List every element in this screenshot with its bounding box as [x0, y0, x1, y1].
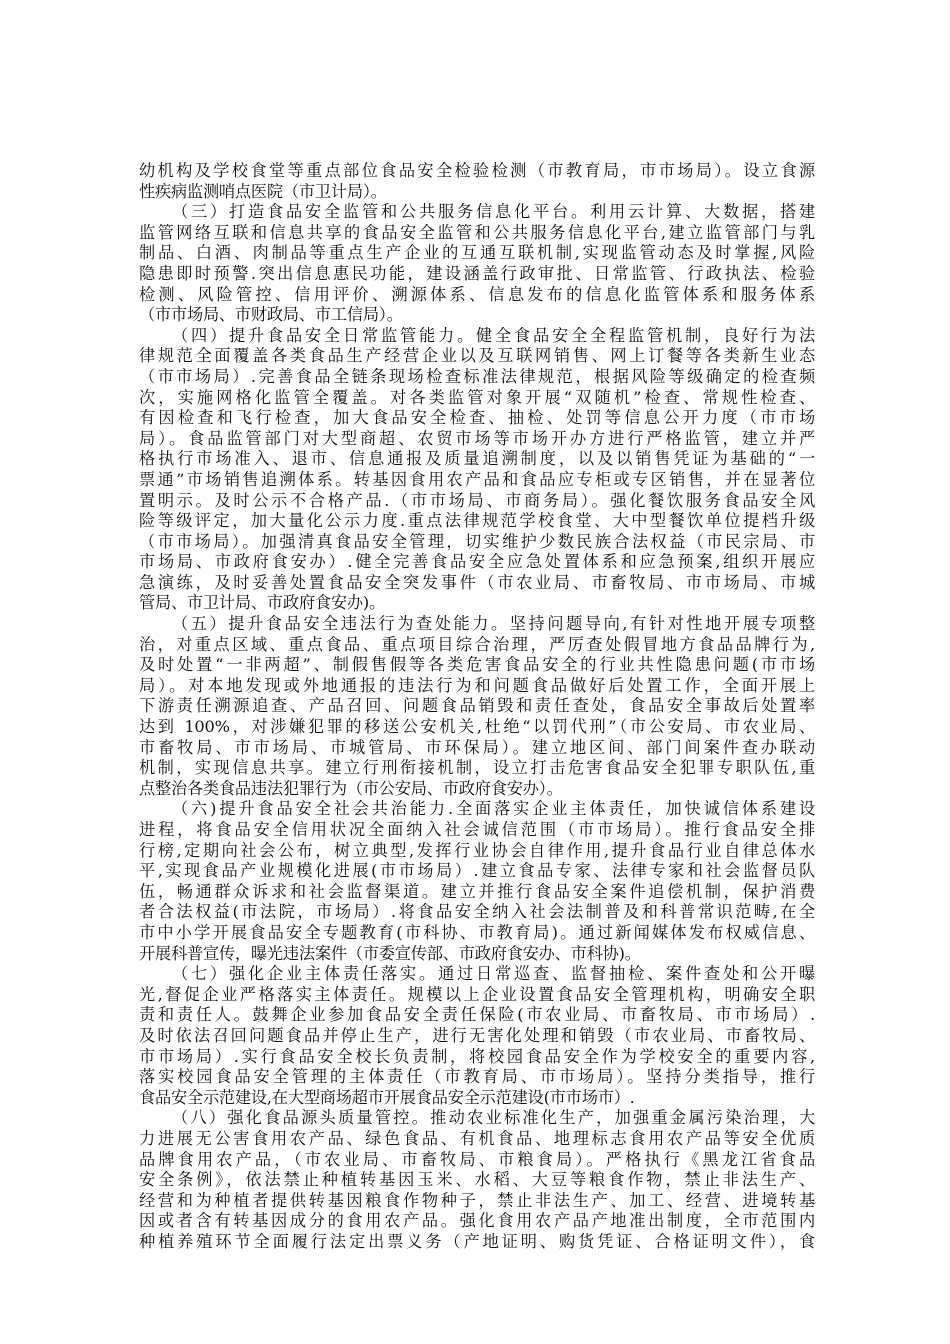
- text-line: 监管网络互联和信息共享的食品安全监管和公共服务信息化平台,建立监管部门与乳: [139, 222, 815, 242]
- paragraph-first-line: （五）提升食品安全违法行为查处能力。坚持问题导向,有针对性地开展专项整: [172, 614, 815, 634]
- text-line: 经营和为种植者提供转基因粮食作物种子，禁止非法生产、加工、经营、进境转基: [139, 1190, 815, 1210]
- text-line: 幼机构及学校食堂等重点部位食品安全检验检测（市教育局，市市场局）。设立食源: [139, 161, 815, 180]
- text-line: 力进展无公害食用农产品、绿色食品、有机食品、地理标志食用农产品等安全优质: [139, 1128, 815, 1148]
- text-line: 行榜,定期向社会公布，树立典型,发挥行业协会自律作用,提升食品行业自律总体水: [139, 840, 815, 860]
- text-line: 点整治各类食品违法犯罪行为（市公安局、市政府食安办）。: [139, 778, 563, 798]
- text-line: 平,实现食品产业规模化进展(市市场局）.建立食品专家、法律专家和社会监督员队: [139, 861, 815, 881]
- text-line: 险等级评定，加大量化公示力度.重点法律规范学校食堂、大中型餐饮单位提档升级: [139, 511, 815, 531]
- text-line: 及时依法召回问题食品并停止生产，进行无害化处理和销毁（市农业局、市畜牧局、: [139, 1025, 815, 1045]
- text-line: 落实校园食品安全管理的主体责任（市教育局、市市场局）。坚持分类指导，推行: [139, 1067, 815, 1087]
- text-line: 制品、白酒、肉制品等重点生产企业的互通互联机制,实现监管动态及时掌握,风险: [139, 243, 815, 263]
- text-line: 下游责任溯源追查、产品召回、问题食品销毁和责任查处，食品安全事故后处置率: [139, 696, 815, 716]
- paragraph-first-line: （八）强化食品源头质量管控。推动农业标准化生产，加强重金属污染治理，大: [172, 1108, 815, 1128]
- text-line: 市畜牧局、市市场局、市城管局、市环保局）。建立地区间、部门间案件查办联动: [139, 737, 815, 757]
- text-line: 律规范全面覆盖各类食品生产经营企业以及互联网销售、网上订餐等各类新生业态: [139, 346, 815, 366]
- text-line: 票通”市场销售追溯体系。转基因食用农产品和食品应专柜或专区销售，并在显著位: [139, 469, 815, 489]
- text-line: 格执行市场准入、退市、信息通报及质量追溯制度，以及以销售凭证为基础的“一: [139, 449, 815, 469]
- text-line: 市中小学开展食品安全专题教育(市科协、市教育局)。通过新闻媒体发布权威信息、: [139, 922, 815, 942]
- document-body: [139, 161, 815, 1252]
- text-line: 及时处置“一非两超”、制假售假等各类危害食品安全的行业共性隐患问题(市市场: [139, 655, 815, 675]
- text-line: 伍，畅通群众诉求和社会监督渠道。建立并推行食品安全案件追偿机制，保护消费: [139, 881, 815, 901]
- text-line: 有因检查和飞行检查，加大食品安全检查、抽检、处罚等信息公开力度（市市场: [139, 408, 815, 428]
- text-line: （市市场局）。加强清真食品安全管理，切实维护少数民族合法权益（市民宗局、市: [139, 531, 815, 551]
- text-line: 治，对重点区域、重点食品、重点项目综合治理，严厉查处假冒地方食品品牌行为,: [139, 634, 815, 654]
- text-line: 市场局、市政府食安办）.健全完善食品安全应急处置体系和应急预案,组织开展应: [139, 552, 815, 572]
- paragraph-first-line: （七）强化企业主体责任落实。通过日常巡查、监督抽检、案件查处和公开曝: [172, 964, 815, 984]
- text-line: 次，实施网格化监管全覆盖。对各类监管对象开展“双随机”检查、常规性检查、: [139, 387, 815, 407]
- text-line: 种植养殖环节全面履行法定出票义务（产地证明、购货凭证、合格证明文件），食: [139, 1231, 815, 1251]
- text-line: 隐患即时预警.突出信息惠民功能，建设涵盖行政审批、日常监管、行政执法、检验: [139, 263, 815, 283]
- text-line: 安全条例》，依法禁止种植转基因玉米、水稻、大豆等粮食作物，禁止非法生产、: [139, 1170, 815, 1190]
- text-line: 置明示。及时公示不合格产品.（市市场局、市商务局）。强化餐饮服务食品安全风: [139, 490, 815, 510]
- text-line: 达到 100%，对涉嫌犯罪的移送公安机关,杜绝“以罚代刑”（市公安局、市农业局、: [139, 717, 815, 737]
- paragraph-first-line: （六)提升食品安全社会共治能力.全面落实企业主体责任，加快诚信体系建设: [172, 799, 815, 819]
- text-line: 管局、市卫计局、市政府食安办)。: [139, 593, 385, 613]
- text-line: 光,督促企业严格落实主体责任。规模以上企业设置食品安全管理机构，明确安全职: [139, 984, 815, 1004]
- text-line: 检测、风险管控、信用评价、溯源体系、信息发布的信息化监管体系和服务体系: [139, 284, 815, 304]
- text-line: 因或者含有转基因成分的食用农产品。强化食用农产品产地准出制度，全市范围内: [139, 1211, 815, 1231]
- text-line: 市市场局）.实行食品安全校长负责制，将校园食品安全作为学校安全的重要内容,: [139, 1046, 815, 1066]
- text-line: 食品安全示范建设,在大型商场超市开展食品安全示范建设(市市场市）.: [139, 1087, 635, 1107]
- text-line: 进程，将食品安全信用状况全面纳入社会诚信范围（市市场局）。推行食品安全排: [139, 820, 815, 839]
- text-line: 局）。对本地发现或外地通报的违法行为和问题食品做好后处置工作，全面开展上: [139, 675, 815, 695]
- text-line: 责和责任人。鼓舞企业参加食品安全责任保险(市农业局、市畜牧局、市市场局）.: [139, 1005, 815, 1025]
- text-line: 者合法权益(市法院，市场局）.将食品安全纳入社会法制普及和科普常识范畴,在全: [139, 902, 815, 922]
- text-line: 开展科普宣传，曝光违法案件（市委宣传部、市政府食安办、市科协)。: [139, 943, 641, 963]
- text-line: 机制，实现信息共享。建立行刑衔接机制，设立打击危害食品安全犯罪专职队伍,重: [139, 758, 815, 778]
- text-line: 品牌食用农产品，（市农业局、市畜牧局、市粮食局）。严格执行《黑龙江省食品: [139, 1149, 815, 1169]
- paragraph-first-line: （三）打造食品安全监管和公共服务信息化平台。利用云计算、大数据，搭建: [172, 202, 815, 222]
- paragraph-first-line: （四）提升食品安全日常监管能力。健全食品安全全程监管机制，良好行为法: [172, 325, 815, 345]
- text-line: 急演练，及时妥善处置食品安全突发事件（市农业局、市畜牧局、市市场局、市城: [139, 572, 815, 592]
- text-line: （市市场局、市财政局、市工信局）。: [139, 305, 403, 325]
- text-line: 局）。食品监管部门对大型商超、农贸市场等市场开办方进行严格监管，建立并严: [139, 428, 815, 448]
- text-line: 性疾病监测哨点医院（市卫计局）。: [139, 181, 387, 201]
- text-line: （市市场局）.完善食品全链条现场检查标准法律规范，根据风险等级确定的检查频: [139, 366, 815, 386]
